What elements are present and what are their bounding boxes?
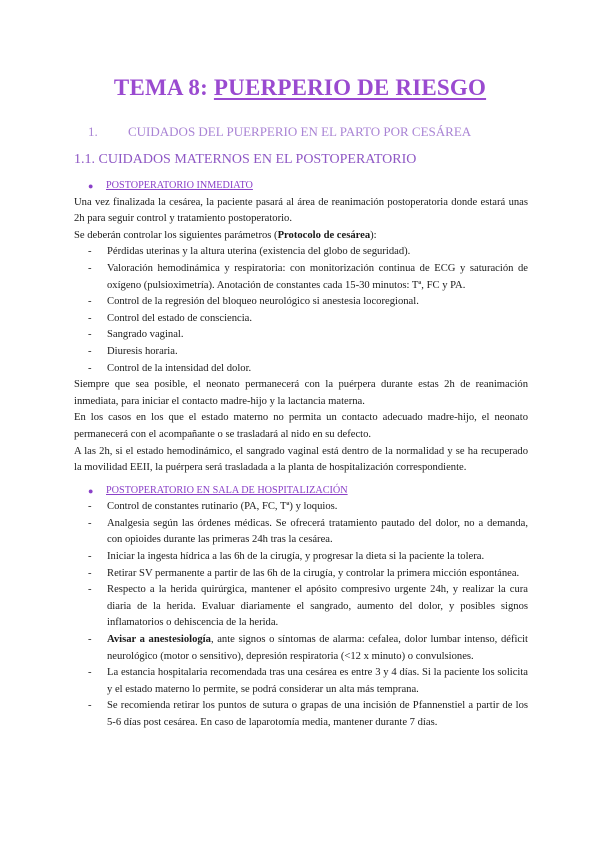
list-item: - Control de constantes rutinario (PA, FC, Tª) y loquios.: [88, 501, 338, 513]
list-item-text: Retirar SV permanente a partir de las 6h de la cirugía, y controlar la primera micción espontánea.: [107, 567, 520, 579]
list-item: - Se recomienda retirar los puntos de sutura o grapas de una incisión de Pfannenstiel a partir de los 5-6 días post cesárea. En caso de laparotomía media, mantener durante 7 días.: [88, 700, 528, 728]
page-title: [0, 75, 600, 101]
section-label: CUIDADOS DEL PUERPERIO EN EL PARTO POR CESÁREA: [128, 124, 472, 139]
list-item: - Analgesia según las órdenes médicas. Se ofrecerá tratamiento pautado del dolor, no a demanda, con opioides durante las primeras 24h tras la cesárea.: [88, 517, 528, 546]
section-heading-1: [88, 124, 471, 140]
list-item: - Pérdidas uterinas y la altura uterina (existencia del globo de seguridad).: [88, 246, 411, 258]
paragraph: [74, 228, 528, 245]
paragraph: En los casos en los que el estado materno no permita un contacto adecuado madre-hijo, el neonato permanecerá con el acompañante o se trasladará al nido en su defecto.: [74, 412, 528, 440]
list-item-text: La estancia hospitalaria recomendada tras una cesárea es entre 3 y 4 días. Si la paciente los solicita y el estado materno lo permite, se podrá considerar un alta más temprana.: [107, 667, 528, 695]
list-item-text: Analgesia según las órdenes médicas. Se ofrecerá tratamiento pautado del dolor, no a demanda, con opioides durante las primeras 24h tras la cesárea.: [107, 517, 528, 546]
subsection-heading: 1.1. CUIDADOS MATERNOS EN EL POSTOPERATORIO: [74, 152, 417, 167]
list-item-text: Pérdidas uterinas y la altura uterina (existencia del globo de seguridad).: [107, 246, 411, 258]
bullet-heading-text: POSTOPERATORIO INMEDIATO: [106, 180, 253, 191]
text: ):: [370, 229, 377, 241]
bullet-heading-hospital: [74, 483, 528, 500]
bullet-dot-icon: ●: [88, 485, 94, 496]
section-number: 1.: [88, 124, 98, 139]
title-prefix: TEMA 8:: [113, 75, 214, 100]
list-item: - Control del estado de consciencia.: [88, 312, 253, 324]
paragraph: Siempre que sea posible, el neonato permanecerá con la puérpera durante estas 2h de reanimación inmediata, para iniciar el contacto madre-hijo y la lactancia materna.: [74, 379, 528, 407]
bold-text: Protocolo de cesárea: [277, 229, 371, 241]
list-item-text: Valoración hemodinámica y respiratoria: con monitorización continua de ECG y saturación de oxígeno (pulsioximetría). Anotación de constantes cada 15-30 minutos: Tª, FC y PA.: [107, 262, 528, 291]
bullet-dot-icon: ●: [88, 181, 94, 191]
text: Se deberán controlar los siguientes parámetros (: [74, 229, 278, 241]
list-item: - Respecto a la herida quirúrgica, mantener el apósito compresivo urgente 24h, y realizar la cura diaria de la herida. Evaluar diariamente el sangrado, aumento del dolor, y posibles signos inflamatorios o dehiscencia de la herida.: [88, 584, 528, 629]
list-item-text: Iniciar la ingesta hídrica a las 6h de la cirugía, y progresar la dieta si la paciente la tolera.: [107, 551, 485, 563]
list-item: - Iniciar la ingesta hídrica a las 6h de la cirugía, y progresar la dieta si la paciente la tolera.: [88, 551, 485, 563]
list-item-text: , ante signos o síntomas de alarma: cefalea, dolor lumbar intenso, déficit neurológico (motor o sensitivo), depresión respiratoria (<12 x minuto) o convulsiones.: [107, 634, 528, 662]
title-main: PUERPERIO DE RIESGO: [213, 75, 487, 100]
list-item-text: Se recomienda retirar los puntos de sutura o grapas de una incisión de Pfannenstiel a partir de los 5-6 días post cesárea. En caso de laparotomía media, mantener durante 7 días.: [107, 700, 528, 728]
document-body: [74, 178, 528, 732]
paragraph: A las 2h, si el estado hemodinámico, el sangrado vaginal está dentro de la normalidad y se ha recuperado la movilidad EEII, la puérpera será trasladada a la planta de hospitalización correspondiente.: [74, 445, 528, 474]
bullet-heading-immediate: [74, 178, 528, 195]
bold-text: Avisar a anestesiología: [107, 634, 211, 646]
list-item: - Valoración hemodinámica y respiratoria: con monitorización continua de ECG y saturación de oxígeno (pulsioximetría). Anotación de constantes cada 15-30 minutos: Tª, FC y PA.: [88, 262, 528, 291]
list-item-text: Control de constantes rutinario (PA, FC, Tª) y loquios.: [107, 501, 338, 513]
list-item-text: Control de la intensidad del dolor.: [107, 362, 252, 374]
list-item: - Control de la regresión del bloqueo neurológico si anestesia locoregional.: [88, 296, 419, 308]
list-item-text: Sangrado vaginal.: [107, 329, 184, 341]
list-item: - Control de la intensidad del dolor.: [88, 362, 252, 374]
list-item: - Avisar a anestesiología, ante signos o síntomas de alarma: cefalea, dolor lumbar intenso, déficit neurológico (motor o sensitivo), depresión respiratoria (<12 x minuto) o convulsiones.: [88, 634, 528, 662]
list-item-text: Respecto a la herida quirúrgica, mantener el apósito compresivo urgente 24h, y realizar la cura diaria de la herida. Evaluar diariamente el sangrado, aumento del dolor, y posibles signos inflamatorios o dehiscencia de la herida.: [107, 584, 528, 629]
list-item: - La estancia hospitalaria recomendada tras una cesárea es entre 3 y 4 días. Si la paciente los solicita y el estado materno lo permite, se podrá considerar un alta más temprana.: [88, 667, 528, 695]
list-item-text: Control de la regresión del bloqueo neurológico si anestesia locoregional.: [107, 296, 419, 308]
bullet-heading-text: POSTOPERATORIO EN SALA DE HOSPITALIZACIÓN: [106, 484, 348, 496]
list-item: - Sangrado vaginal.: [88, 329, 184, 341]
list-item-text: Control del estado de consciencia.: [107, 312, 253, 324]
list-item-text: Diuresis horaria.: [107, 345, 178, 357]
list-item: - Diuresis horaria.: [88, 345, 178, 357]
list-item: - Retirar SV permanente a partir de las 6h de la cirugía, y controlar la primera micción espontánea.: [88, 567, 520, 579]
paragraph: Una vez finalizada la cesárea, la paciente pasará al área de reanimación postoperatoria donde estará unas 2h para seguir control y tratamiento postoperatorio.: [74, 196, 528, 225]
